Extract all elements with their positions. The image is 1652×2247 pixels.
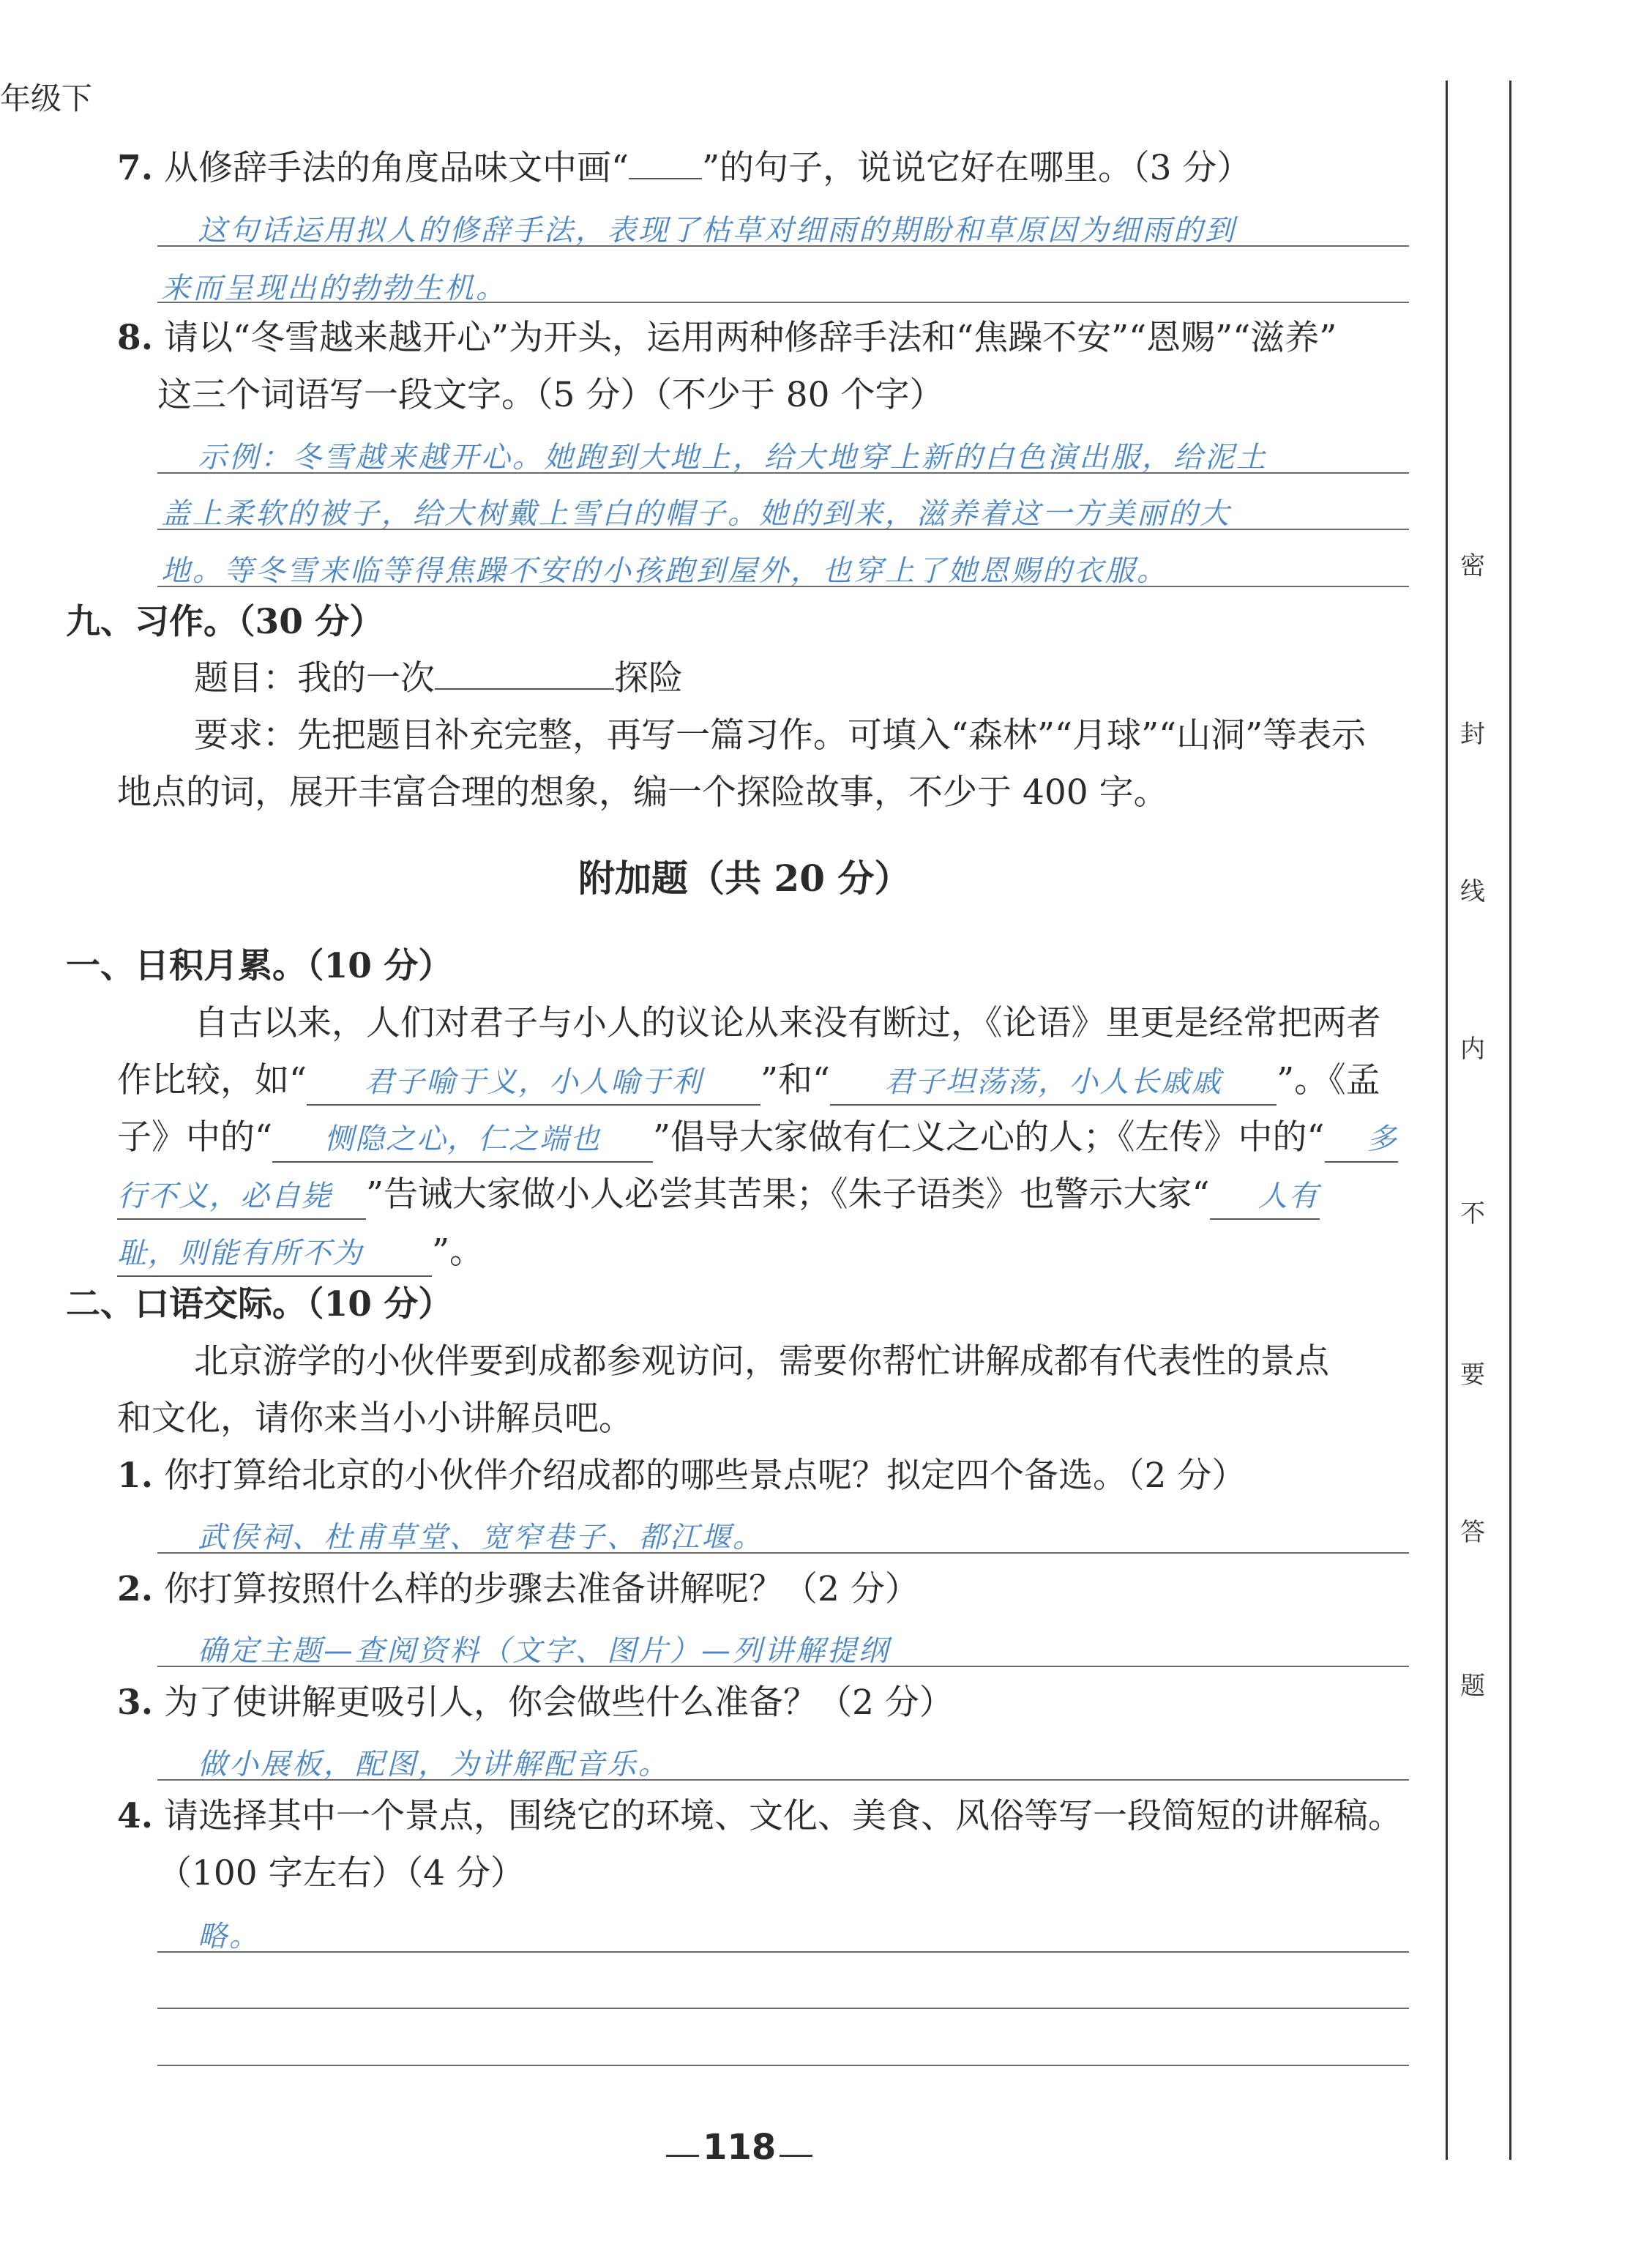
paragraph <box>117 1230 484 1277</box>
binding-line-right <box>1509 81 1511 2160</box>
fill-blank <box>830 1059 1277 1106</box>
answer-line <box>157 2065 1409 2066</box>
page-number <box>666 2127 812 2168</box>
text: ”和“ <box>760 1060 831 1100</box>
text: ”。 <box>432 1231 485 1272</box>
handwritten-answer: 地。等冬雪来临等得焦躁不安的小孩跑到屋外，也穿上了她恩赐的衣服。 <box>161 554 1168 588</box>
page-number-text: 118 <box>703 2127 777 2168</box>
question-prompt: 为了使讲解更吸引人，你会做些什么准备？（2 分） <box>164 1683 954 1723</box>
handwritten-answer: 人有 <box>1257 1180 1320 1213</box>
seal-char: 题 <box>1460 1672 1485 1701</box>
handwritten-answer: 恻隐之心，仁之端也 <box>324 1122 602 1156</box>
seal-char: 密 <box>1460 551 1485 581</box>
question-1 <box>117 1454 1246 1498</box>
fill-blank <box>117 1230 432 1277</box>
handwritten-answer: 略。 <box>198 1920 261 1953</box>
section-title: 二、口语交际。（10 分） <box>66 1284 453 1324</box>
question-3 <box>117 1681 954 1725</box>
answer-line <box>157 1951 1409 1953</box>
handwritten-answer: 确定主题—查阅资料（文字、图片）—列讲解提纲 <box>198 1634 890 1668</box>
essay-topic <box>194 657 683 701</box>
question-prompt: ”的句子，说说它好在哪里。（3 分） <box>702 148 1252 188</box>
section-title: 九、习作。（30 分） <box>66 602 384 642</box>
seal-char: 答 <box>1460 1518 1485 1547</box>
paragraph <box>117 1059 1380 1106</box>
topic-blank <box>435 688 614 690</box>
paragraph: 和文化，请你来当小小讲解员吧。 <box>117 1398 633 1439</box>
fill-blank <box>272 1116 653 1163</box>
page-number-dash <box>666 2155 699 2157</box>
question-prompt: 你打算给北京的小伙伴介绍成都的哪些景点呢？拟定四个备选。（2 分） <box>164 1456 1247 1496</box>
text: ”。《孟 <box>1277 1060 1380 1100</box>
topic-prefix: 题目：我的一次 <box>194 658 435 698</box>
handwritten-answer: 这句话运用拟人的修辞手法，表现了枯草对细雨的期盼和草原因为细雨的到 <box>198 214 1236 247</box>
text: ”告诫大家做小人必尝其苦果；《朱子语类》也警示大家“ <box>366 1174 1210 1215</box>
fill-blank <box>117 1173 366 1220</box>
seal-char: 要 <box>1460 1360 1485 1390</box>
question-2 <box>117 1568 919 1611</box>
seal-char: 不 <box>1460 1199 1485 1229</box>
seal-char: 封 <box>1460 720 1485 749</box>
seal-char: 线 <box>1460 877 1485 906</box>
section-title: 一、日积月累。（10 分） <box>66 946 453 986</box>
question-prompt: 请以“冬雪越来越开心”为开头，运用两种修辞手法和“焦躁不安”“恩赐”“滋养” <box>164 318 1337 358</box>
paragraph: 北京游学的小伙伴要到成都参观访问，需要你帮忙讲解成都有代表性的景点 <box>194 1341 1329 1382</box>
answer-line <box>157 1779 1409 1781</box>
handwritten-answer: 武侯祠、杜甫草堂、宽窄巷子、都江堰。 <box>198 1521 764 1554</box>
seal-char: 内 <box>1460 1035 1485 1064</box>
handwritten-answer: 君子坦荡荡，小人长戚戚 <box>884 1065 1223 1099</box>
question-prompt: （100 字左右）（4 分） <box>157 1853 525 1893</box>
question-prompt: 你打算按照什么样的步骤去准备讲解呢？（2 分） <box>164 1569 919 1609</box>
answer-line <box>157 302 1409 303</box>
question-number: 8. <box>117 318 154 358</box>
handwritten-answer: 盖上柔软的被子，给大树戴上雪白的帽子。她的到来，滋养着这一方美丽的大 <box>161 497 1231 531</box>
question-number: 4. <box>117 1796 154 1836</box>
page-number-dash <box>780 2155 812 2157</box>
essay-requirement: 地点的词，展开丰富合理的想象，编一个探险故事，不少于 400 字。 <box>117 772 1168 813</box>
question-4 <box>117 1795 1402 1838</box>
topic-suffix: 探险 <box>614 658 683 698</box>
text: 作比较，如“ <box>117 1060 307 1100</box>
handwritten-answer: 君子喻于义，小人喻于利 <box>365 1065 703 1099</box>
bonus-title: 附加题（共 20 分） <box>578 857 911 900</box>
answer-line <box>157 529 1409 530</box>
question-prompt: 这三个词语写一段文字。（5 分）（不少于 80 个字） <box>157 375 944 415</box>
underline-blank <box>629 178 702 179</box>
answer-line <box>157 1552 1409 1554</box>
question-8 <box>117 316 1337 360</box>
fill-blank <box>307 1059 760 1106</box>
answer-line <box>157 586 1409 587</box>
question-number: 3. <box>117 1683 154 1723</box>
answer-line <box>157 472 1409 474</box>
handwritten-answer: 示例：冬雪越来越开心。她跑到大地上，给大地穿上新的白色演出服，给泥土 <box>198 441 1268 474</box>
question-prompt: 请选择其中一个景点，围绕它的环境、文化、美食、风俗等写一段简短的讲解稿。 <box>164 1796 1403 1836</box>
essay-requirement: 要求：先把题目补充完整，再写一篇习作。可填入“森林”“月球”“山洞”等表示 <box>194 715 1367 756</box>
handwritten-answer: 多 <box>1367 1122 1398 1156</box>
fill-blank <box>1210 1173 1320 1220</box>
answer-line <box>157 2008 1409 2009</box>
question-number: 7. <box>117 148 154 188</box>
answer-line <box>157 1666 1409 1667</box>
grade-label: 年级下 <box>0 81 93 116</box>
question-number: 2. <box>117 1569 154 1609</box>
answer-line <box>157 245 1409 247</box>
paragraph <box>117 1173 1320 1220</box>
fill-blank <box>1325 1116 1398 1163</box>
text: ”倡导大家做有仁义之心的人；《左传》中的“ <box>653 1117 1325 1158</box>
text: 子》中的“ <box>117 1117 273 1158</box>
question-number: 1. <box>117 1456 154 1496</box>
paragraph <box>117 1116 1398 1163</box>
question-7 <box>117 146 1251 190</box>
question-prompt: 从修辞手法的角度品味文中画“ <box>164 148 629 188</box>
handwritten-answer: 耻，则能有所不为 <box>117 1237 363 1270</box>
handwritten-answer: 行不义，必自毙 <box>117 1180 332 1213</box>
binding-line-left <box>1446 81 1448 2160</box>
paragraph: 自古以来，人们对君子与小人的议论从来没有断过，《论语》里更是经常把两者 <box>194 1003 1381 1043</box>
handwritten-answer: 做小展板，配图，为讲解配音乐。 <box>198 1748 670 1781</box>
handwritten-answer: 来而呈现出的勃勃生机。 <box>161 272 507 305</box>
